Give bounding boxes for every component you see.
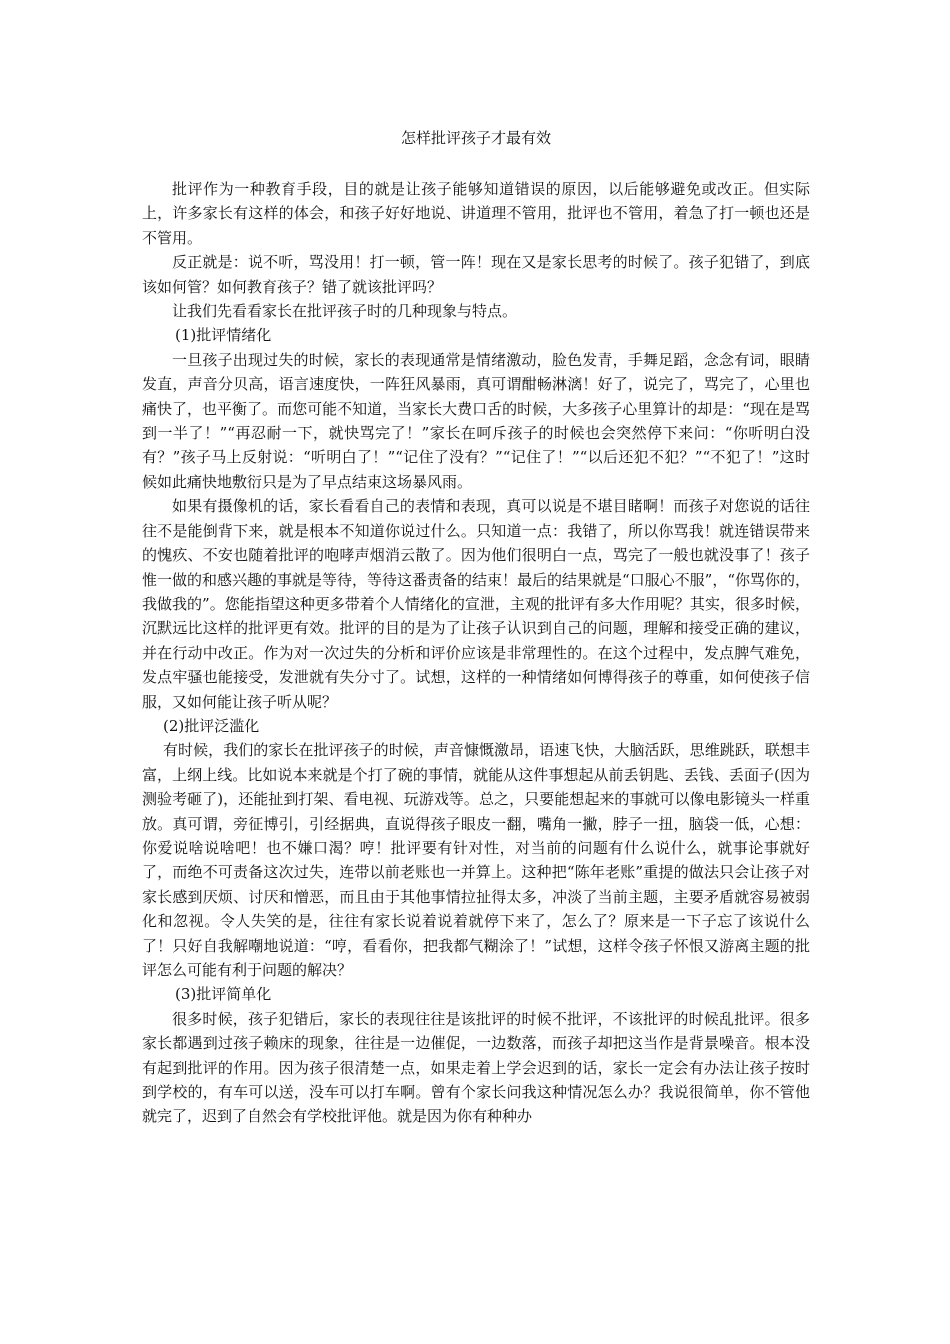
paragraph-intro: 批评作为一种教育手段，目的就是让孩子能够知道错误的原因，以后能够避免或改正。但实际上，许多家长有这样的体会，和孩子好好地说、讲道理不管用，批评也不管用，着急了打一顿也还是不管用。 xyxy=(142,180,810,247)
paragraph-simplistic: 很多时候，孩子犯错后，家长的表现往往是该批评的时候不批评，不该批评的时候乱批评。很多家长都遇到过孩子赖床的现象，往往是一边催促，一边数落，而孩子却把这当作是背景噪音。根本没有起到批评的作用。因为孩子很清楚一点，如果走着上学会迟到的话，家长一定会有办法让孩子按时到学校的，有车可以送，没车可以打车啊。曾有个家长问我这种情况怎么办？我说很简单，你不管他就完了，迟到了自然会有学校批评他。就是因为你有种种办 xyxy=(142,1009,810,1126)
paragraph-overgeneralized: 有时候，我们的家长在批评孩子的时候，声音慷慨激昂，语速飞快，大脑活跃，思维跳跃，联想丰富，上纲上线。比如说本来就是个打了碗的事情，就能从这件事想起从前丢钥匙、丢钱、丢面子(因为测验考砸了)，还能扯到打架、看电视、玩游戏等。总之，只要能想起来的事就可以像电影镜头一样重放。真可谓，旁征博引，引经据典，直说得孩子眼皮一翻，嘴角一撇，脖子一扭，脑袋一低，心想：你爱说啥说啥吧！也不嫌口渴？哼！批评要有针对性，对当前的问题有什么说什么，就事论事就好了，而绝不可责备这次过失，连带以前老账也一并算上。这种把“陈年老账”重提的做法只会让孩子对家长感到厌烦、讨厌和憎恶，而且由于其他事情拉扯得太多，冲淡了当前主题，主要矛盾就容易被弱化和忽视。令人失笑的是，往往有家长说着说着就停下来了，怎么了？原来是一下子忘了该说什么了！只好自我解嘲地说道：“哼，看看你，把我都气糊涂了！”试想，这样令孩子怀恨又游离主题的批评怎么可能有利于问题的解决？ xyxy=(142,741,810,979)
section-heading-3: (3)批评简单化 xyxy=(175,985,272,1004)
document-title: 怎样批评孩子才最有效 xyxy=(400,129,551,147)
paragraph-overview: 让我们先看看家长在批评孩子时的几种现象与特点。 xyxy=(172,302,518,321)
paragraph-question: 反正就是：说不听，骂没用！打一顿，管一阵！现在又是家长思考的时候了。孩子犯错了，到底该如何管？如何教育孩子？错了就该批评吗？ xyxy=(142,253,810,296)
paragraph-emotional-1: 一旦孩子出现过失的时候，家长的表现通常是情绪激动，脸色发青，手舞足蹈，念念有词，眼睛发直，声音分贝高，语言速度快，一阵狂风暴雨，真可谓酣畅淋漓！好了，说完了，骂完了，心里也痛快了，也平衡了。而您可能不知道，当家长大费口舌的时候，大多孩子心里算计的却是：“现在是骂到一半了！”“再忍耐一下，就快骂完了！”家长在呵斥孩子的时候也会突然停下来问：“你听明白没有？”孩子马上反射说：“听明白了！”“记住了没有？”“记住了！”“以后还犯不犯？”“不犯了！”这时候如此痛快地敷衍只是为了早点结束这场暴风雨。 xyxy=(142,350,810,491)
document-page xyxy=(142,125,810,1129)
section-heading-2: (2)批评泛滥化 xyxy=(163,716,260,735)
section-heading-1: (1)批评情绪化 xyxy=(175,326,272,345)
paragraph-emotional-2: 如果有摄像机的话，家长看看自己的表情和表现，真可以说是不堪目睹啊！而孩子对您说的话往往不是能倒背下来，就是根本不知道你说过什么。只知道一点：我错了，所以你骂我！就连错误带来的愧疚、不安也随着批评的咆哮声烟消云散了。因为他们很明白一点，骂完了一般也就没事了！孩子惟一做的和感兴趣的事就是等待，等待这番责备的结束！最后的结果就是“口服心不服”，“你骂你的，我做我的”。您能指望这种更多带着个人情绪化的宣泄，主观的批评有多大作用呢？其实，很多时候，沉默远比这样的批评更有效。批评的目的是为了让孩子认识到自己的问题，理解和接受正确的建议，并在行动中改正。作为对一次过失的分析和评价应该是非常理性的。在这个过程中，发点脾气难免，发点牢骚也能接受，发泄就有失分寸了。试想，这样的一种情绪如何博得孩子的尊重，如何使孩子信服，又如何能让孩子听从呢？ xyxy=(142,497,811,711)
